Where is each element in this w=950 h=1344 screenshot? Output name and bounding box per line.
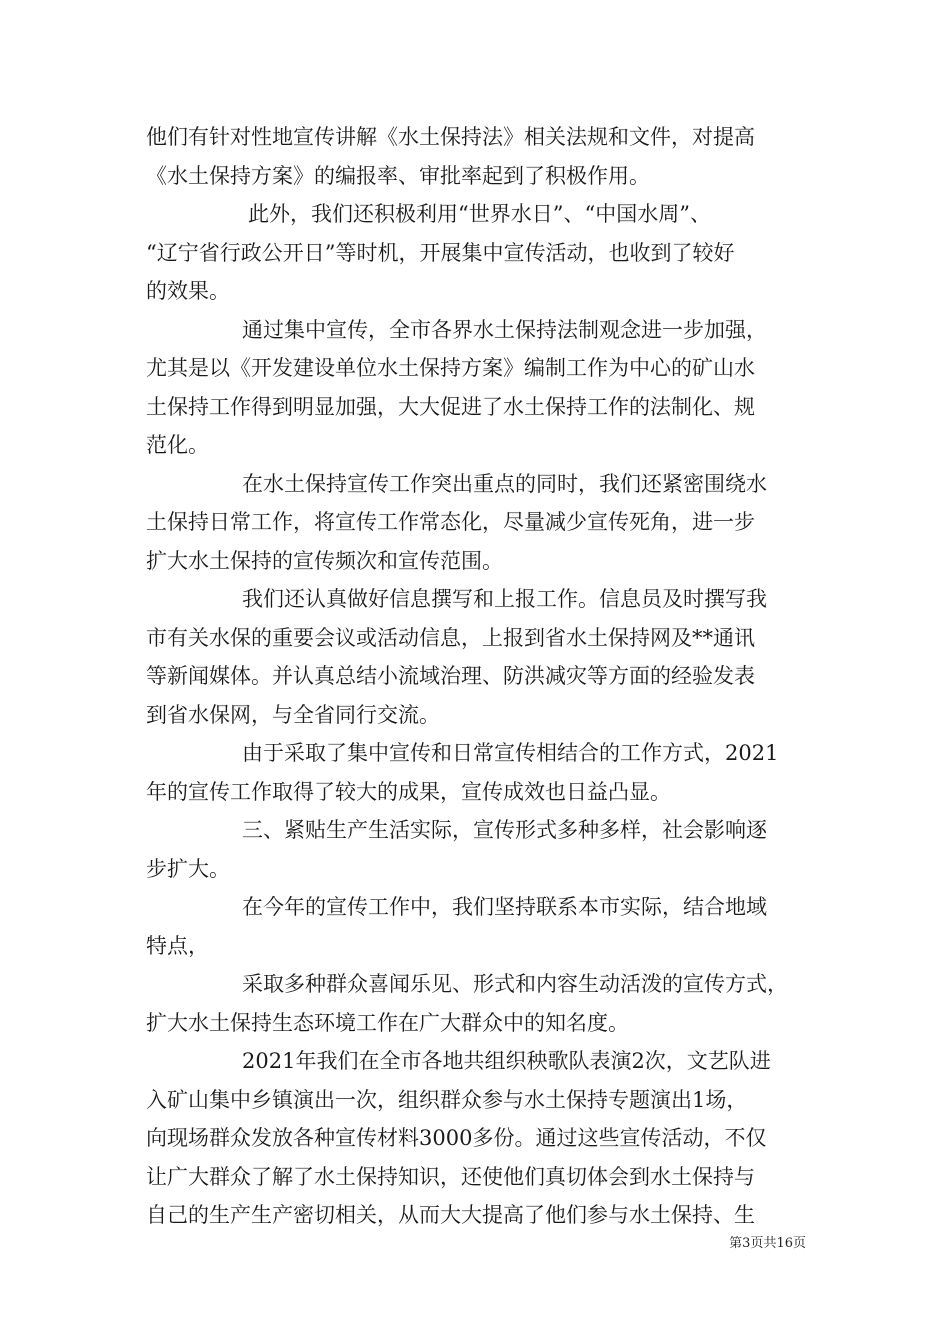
text-line: 向现场群众发放各种宣传材料3000多份。通过这些宣传活动，不仅 <box>146 1126 767 1150</box>
text-line: 由于采取了集中宣传和日常宣传相结合的工作方式，2021 <box>242 741 779 765</box>
paragraph <box>146 1042 808 1235</box>
text-line: 土保持工作得到明显加强，大大促进了水土保持工作的法制化、规 <box>146 394 755 419</box>
paragraph <box>146 465 808 581</box>
text-line: 采取多种群众喜闻乐见、形式和内容生动活泼的宣传方式， <box>242 972 788 996</box>
text-line: 2021年我们在全市各地共组织秧歌队表演2次，文艺队进 <box>242 1049 771 1073</box>
paragraph <box>146 888 808 965</box>
paragraph <box>146 811 808 888</box>
paragraph <box>146 195 808 311</box>
paragraph <box>146 311 808 465</box>
text-line: 《水土保持方案》的编报率、审批率起到了积极作用。 <box>146 163 650 188</box>
paragraph <box>146 965 808 1042</box>
text-line: 通过集中宣传，全市各界水土保持法制观念进一步加强， <box>242 317 767 342</box>
text-line: 扩大水土保持生态环境工作在广大群众中的知名度。 <box>146 1010 629 1035</box>
text-line: 到省水保网，与全省同行交流。 <box>146 702 440 727</box>
text-line: 在水土保持宣传工作突出重点的同时，我们还紧密围绕水 <box>242 471 767 496</box>
text-line: 扩大水土保持的宣传频次和宣传范围。 <box>146 548 503 573</box>
text-line: “辽宁省行政公开日”等时机，开展集中宣传活动，也收到了较好 <box>146 240 735 265</box>
text-line: 我们还认真做好信息撰写和上报工作。信息员及时撰写我 <box>242 587 767 611</box>
paragraph <box>146 580 808 734</box>
text-line: 他们有针对性地宣传讲解《水土保持法》相关法规和文件，对提高 <box>146 125 755 149</box>
text-line: 在今年的宣传工作中，我们坚持联系本市实际，结合地域 <box>242 895 767 919</box>
text-line: 市有关水保的重要会议或活动信息，上报到省水土保持网及**通讯 <box>146 625 755 650</box>
text-line: 自己的生产生产密切相关，从而大大提高了他们参与水土保持、生 <box>146 1203 755 1227</box>
paragraph <box>146 734 808 811</box>
text-line: 范化。 <box>146 433 209 457</box>
text-line: 让广大群众了解了水土保持知识，还使他们真切体会到水土保持与 <box>146 1164 755 1189</box>
text-line: 的效果。 <box>146 279 230 303</box>
text-line: 尤其是以《开发建设单位水土保持方案》编制工作为中心的矿山水 <box>146 356 755 380</box>
text-line: 年的宣传工作取得了较大的成果，宣传成效也日益凸显。 <box>146 779 671 804</box>
text-line: 此外，我们还积极利用“世界水日”、“中国水周”、 <box>248 202 711 226</box>
text-line: 等新闻媒体。并认真总结小流域治理、防洪减灾等方面的经验发表 <box>146 664 755 688</box>
text-line: 入矿山集中乡镇演出一次，组织群众参与水土保持专题演出1场， <box>146 1087 748 1112</box>
text-line: 三、紧贴生产生活实际，宣传形式多种多样，社会影响逐 <box>242 818 767 842</box>
paragraph <box>146 118 808 195</box>
page-footer: 第3页共16页 <box>729 1236 806 1251</box>
text-line: 步扩大。 <box>146 856 230 881</box>
text-line: 土保持日常工作，将宣传工作常态化，尽量减少宣传死角，进一步 <box>146 510 755 534</box>
text-line: 特点， <box>146 933 209 958</box>
document-body <box>146 118 808 1235</box>
